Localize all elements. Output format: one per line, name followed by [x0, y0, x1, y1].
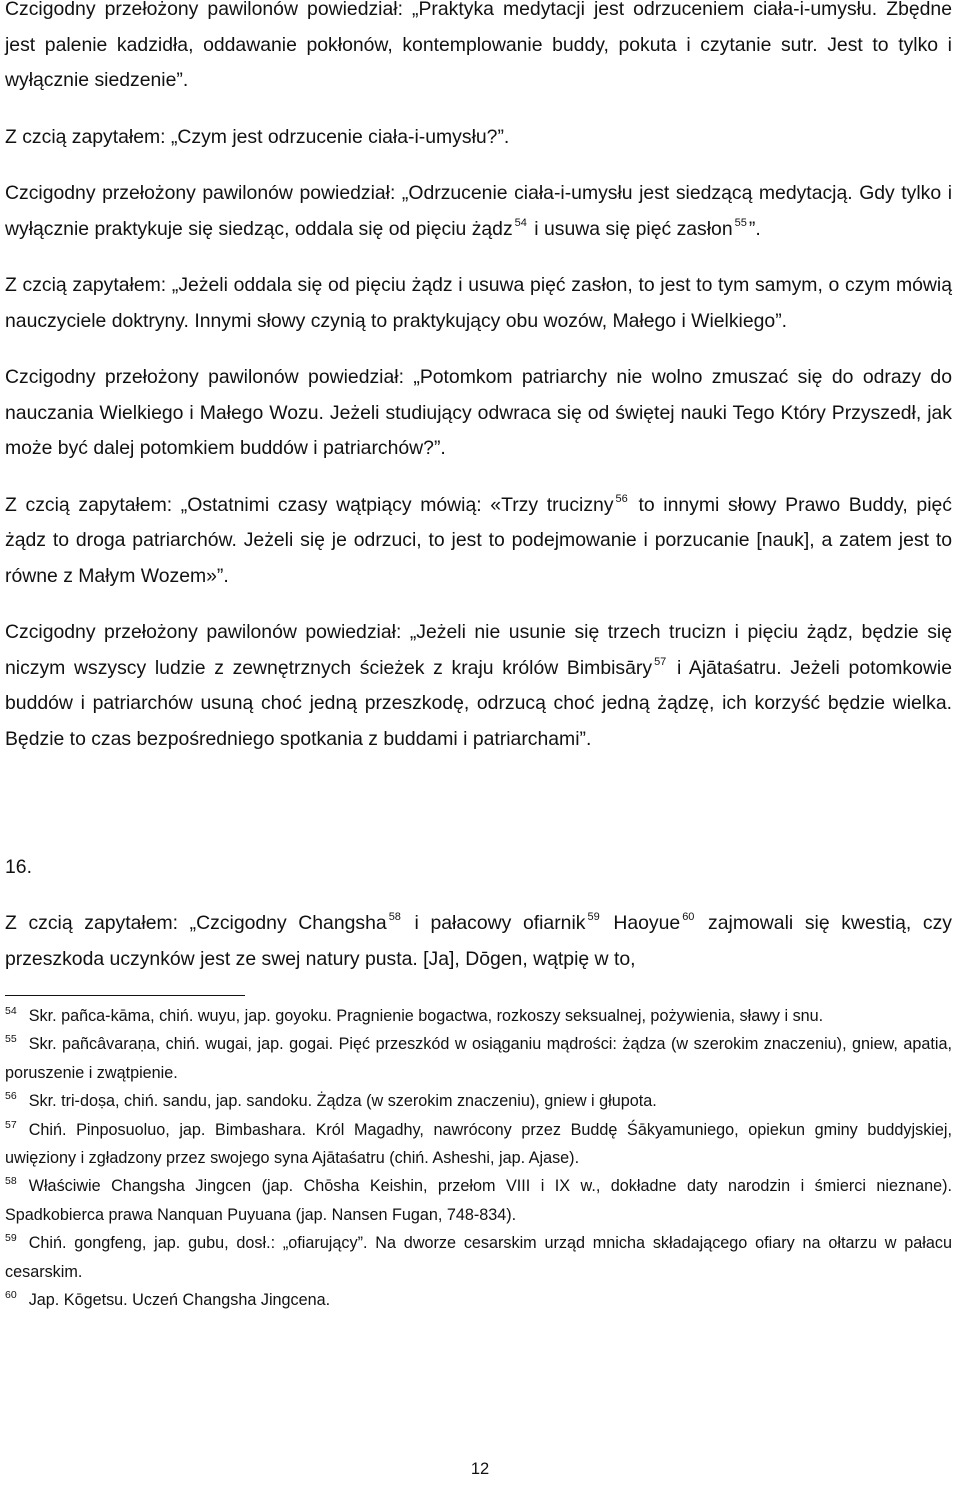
footnote: [5, 1229, 952, 1286]
footnote-text: Chiń. gongfeng, jap. gubu, dosł.: „ofiarujący”. Na dworze cesarskim urząd mnicha składającego ofiary na ołtarzu w pałacu cesarskim.: [5, 1234, 952, 1281]
footnote-divider: [5, 995, 245, 996]
paragraph-7: [5, 615, 952, 757]
footnote-text: Chiń. Pinposuoluo, jap. Bimbashara. Król Magadhy, nawrócony przez Buddę Śākyamuniego, opiekun gminy buddyjskiej, uwięziony i zgładzony przez swojego syna Ajātaśatru (chiń. Asheshi, jap. Ajase).: [5, 1120, 952, 1168]
footnote-number: 54: [5, 1005, 17, 1017]
footnote: [5, 1087, 952, 1115]
paragraph-8: [5, 906, 952, 977]
footnote-ref-58[interactable]: 58: [388, 911, 401, 923]
paragraph-7-text-a: Czcigodny przełożony pawilonów powiedział: „Jeżeli nie usunie się trzech trucizn i pięciu żądz, będzie się niczym wszyscy ludzie z zewnętrznych ścieżek z kraju królów Bimbisāry: [5, 621, 952, 679]
footnote-number: 56: [5, 1090, 17, 1103]
main-text: [5, 0, 952, 977]
footnote-ref-54[interactable]: 54: [514, 216, 527, 229]
paragraph-8-text-b: i pałacowy ofiarnik: [402, 912, 586, 934]
footnote-text: Skr. pañca-kāma, chiń. wuyu, jap. goyoku. Pragnienie bogactwa, rozkoszy seksualnej, pożywienia, sławy i snu.: [28, 1007, 824, 1025]
paragraph-3-text-c: ”.: [748, 217, 761, 240]
paragraph-1: Czcigodny przełożony pawilonów powiedział: „Praktyka medytacji jest odrzuceniem ciała-i-umysłu. Zbędne jest palenie kadzidła, oddawanie pokłonów, kontemplowanie buddy, pokuta i czytanie sutr. Jest to tylko i wyłącznie siedzenie”.: [5, 0, 952, 91]
paragraph-6-text-b: to innymi słowy Prawo Buddy, pięć żądz to droga patriarchów. Jeżeli się je odrzuci, to jest to podejmowanie i porzucanie [nauk], a zatem jest to równe z Małym Wozem»”.: [5, 493, 952, 587]
footnote: [5, 1030, 952, 1087]
footnote-text: Właściwie Changsha Jingcen (jap. Chōsha Keishin, przełom VIII i IX w., dokładne daty narodzin i śmierci nieznane). Spadkobierca prawa Nanquan Puyuana (jap. Nansen Fugan, 748-834).: [5, 1177, 952, 1224]
footnote: [5, 1002, 952, 1030]
footnote: [5, 1172, 952, 1229]
footnote-number: 57: [5, 1118, 17, 1131]
paragraph-4: Z czcią zapytałem: „Jeżeli oddala się od pięciu żądz i usuwa pięć zasłon, to jest to tym samym, o czym mówią nauczyciele doktryny. Innymi słowy czynią to praktykujący obu wozów, Małego i Wielkiego”.: [5, 274, 952, 332]
footnote-number: 55: [5, 1033, 17, 1046]
page-number: 12: [470, 1460, 490, 1478]
paragraph-5: Czcigodny przełożony pawilonów powiedział: „Potomkom patriarchy nie wolno zmuszać się do odrazy do nauczania Wielkiego i Małego Wozu. Jeżeli studiujący odwraca się od świętej nauki Tego Który Przyszedł, jak może być dalej potomkiem buddów i patriarchów?”.: [5, 366, 952, 459]
paragraph-3-text-a: Czcigodny przełożony pawilonów powiedział: „Odrzucenie ciała-i-umysłu jest siedzącą medytacją. Gdy tylko i wyłącznie praktykuje się siedząc, oddala się od pięciu żądz: [5, 182, 952, 240]
footnote-text: Jap. Kōgetsu. Uczeń Changsha Jingcena.: [28, 1291, 331, 1310]
footnote-text: Skr. tri-doṣa, chiń. sandu, jap. sandoku. Żądza (w szerokim znaczeniu), gniew i głupota.: [28, 1092, 657, 1111]
footnote-ref-60[interactable]: 60: [682, 911, 695, 923]
footnote-number: 60: [5, 1289, 17, 1302]
paragraph-3-text-b: i usuwa się pięć zasłon: [528, 217, 733, 240]
section-spacer: [5, 778, 952, 850]
footnote: [5, 1286, 952, 1314]
paragraph-2: Z czcią zapytałem: „Czym jest odrzucenie ciała-i-umysłu?”.: [5, 125, 510, 148]
paragraph-8-text-d: zajmowali się kwestią, czy przeszkoda uczynków jest ze swej natury pusta. [Ja], Dōgen, wątpię w to,: [5, 912, 952, 970]
footnote-number: 58: [5, 1175, 17, 1188]
paragraph-6: [5, 488, 952, 595]
footnotes: [5, 1002, 952, 1314]
paragraph-8-text-c: Haoyue: [601, 912, 681, 934]
paragraph-6-text-a: Z czcią zapytałem: „Ostatnimi czasy wątpiący mówią: «Trzy trucizny: [5, 493, 614, 516]
footnote-ref-56[interactable]: 56: [615, 492, 628, 505]
footnote-number: 59: [5, 1232, 17, 1245]
paragraph-3: [5, 176, 952, 247]
footnote-ref-59[interactable]: 59: [587, 911, 600, 923]
footnote-ref-57[interactable]: 57: [654, 655, 667, 668]
footnote-text: Skr. pañcâvaraṇa, chiń. wugai, jap. gogai. Pięć przeszkód w osiąganiu mądrości: żądza (w szerokim znaczeniu), gniew, apatia, poruszenie i zwątpienie.: [5, 1035, 952, 1082]
paragraph-7-text-b: i Ajātaśatru. Jeżeli potomkowie buddów i patriarchów usuną choć jedną przeszkodę, odrzucą choć jedną żądzę, ich korzyść będzie wielka. Będzie to czas bezpośredniego spotkania z buddami i patriarchami”.: [5, 656, 952, 750]
section-number: 16.: [5, 856, 32, 878]
footnote: [5, 1116, 952, 1173]
footnote-ref-55[interactable]: 55: [734, 216, 747, 229]
paragraph-8-text-a: Z czcią zapytałem: „Czcigodny Changsha: [5, 912, 387, 934]
